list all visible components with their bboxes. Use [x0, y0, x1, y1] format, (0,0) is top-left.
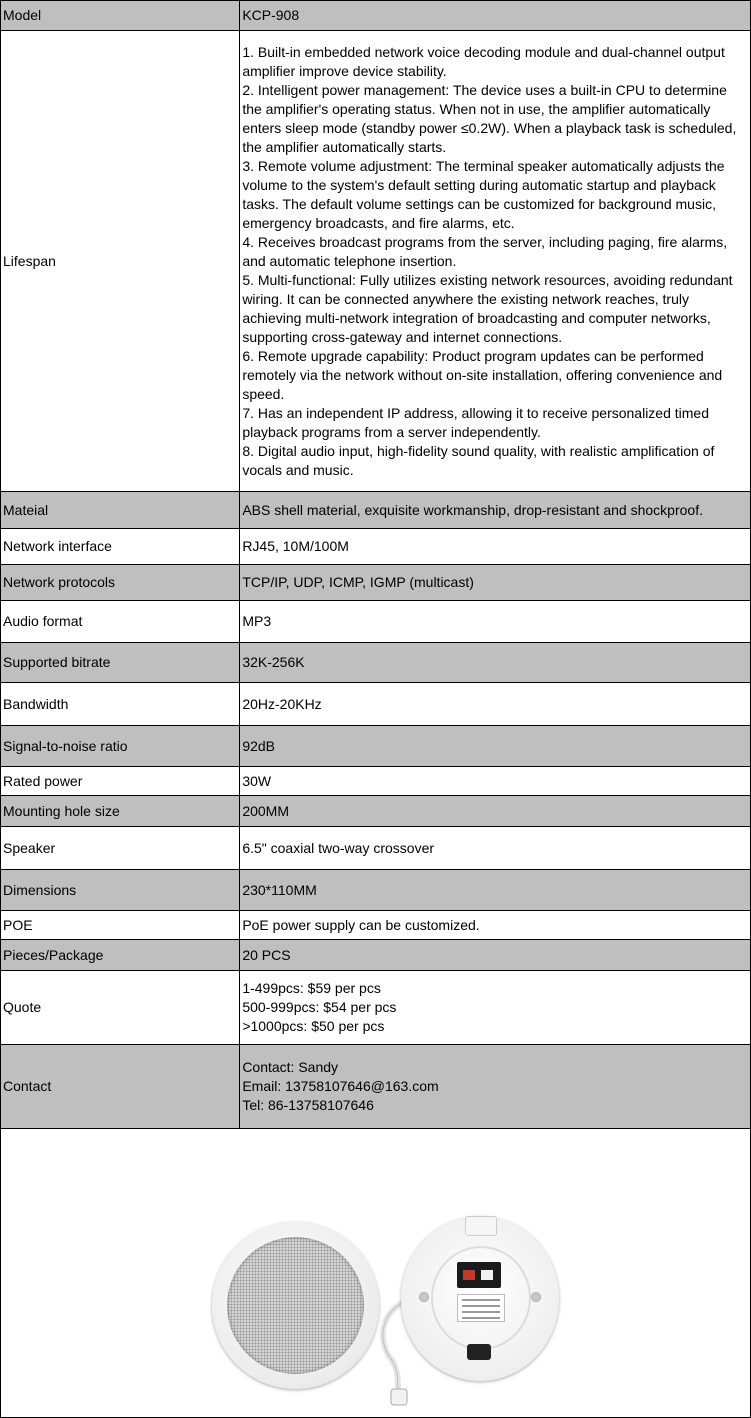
- network-port-icon: [467, 1344, 491, 1360]
- value-dimensions: 230*110MM: [240, 870, 751, 911]
- value-network-interface: RJ45, 10M/100M: [240, 529, 751, 565]
- value-package: 20 PCS: [240, 940, 751, 971]
- product-label-icon: [457, 1294, 505, 1322]
- speaker-back-image: [401, 1216, 559, 1381]
- lifespan-line: 6. Remote upgrade capability: Product program updates can be performed remotely via the network without on-site installation, offering convenience and speed.: [242, 347, 723, 402]
- row-audio-format: [1, 601, 751, 643]
- quote-line: 1-499pcs: $59 per pcs: [242, 980, 381, 996]
- row-network-protocols: [1, 565, 751, 601]
- row-bandwidth: [1, 683, 751, 726]
- label-poe: POE: [1, 911, 240, 940]
- label-network-protocols: Network protocols: [1, 565, 240, 601]
- screw-icon: [419, 1292, 429, 1302]
- lifespan-line: 3. Remote volume adjustment: The terminal speaker automatically adjusts the volume to the system's default setting during automatic startup and playback tasks. The default volume settings can be customized for background music, emergency broadcasts, and fire alarms, etc.: [242, 157, 725, 231]
- row-snr: [1, 726, 751, 767]
- mounting-clip-icon: [465, 1216, 497, 1236]
- label-audio-format: Audio format: [1, 601, 240, 643]
- value-audio-format: MP3: [240, 601, 751, 643]
- lifespan-line: 8. Digital audio input, high-fidelity sound quality, with realistic amplification of vocals and music.: [242, 442, 715, 478]
- quote-line: >1000pcs: $50 per pcs: [242, 1018, 385, 1034]
- label-bandwidth: Bandwidth: [1, 683, 240, 726]
- value-model: KCP-908: [240, 1, 751, 31]
- label-snr: Signal-to-noise ratio: [1, 726, 240, 767]
- contact-name: Contact: Sandy: [242, 1059, 339, 1075]
- label-model: Model: [1, 1, 240, 31]
- value-rated-power: 30W: [240, 767, 751, 796]
- row-lifespan: [1, 31, 751, 492]
- label-dimensions: Dimensions: [1, 870, 240, 911]
- speaker-terminal-icon: [457, 1262, 501, 1288]
- row-mounting-hole: [1, 796, 751, 827]
- label-network-interface: Network interface: [1, 529, 240, 565]
- quote-line: 500-999pcs: $54 per pcs: [242, 999, 397, 1015]
- lifespan-line: 1. Built-in embedded network voice decoding module and dual-channel output amplifier improve device stability.: [242, 43, 725, 79]
- value-contact: [240, 1045, 751, 1129]
- lifespan-line: 7. Has an independent IP address, allowing it to receive personalized timed playback programs from a server independently.: [242, 404, 710, 440]
- label-rated-power: Rated power: [1, 767, 240, 796]
- speaker-front-image: [212, 1222, 379, 1389]
- value-poe: PoE power supply can be customized.: [240, 911, 751, 940]
- label-package: Pieces/Package: [1, 940, 240, 971]
- row-contact: [1, 1045, 751, 1129]
- label-bitrate: Supported bitrate: [1, 643, 240, 683]
- contact-email: Email: 13758107646@163.com: [242, 1078, 439, 1094]
- row-quote: [1, 971, 751, 1045]
- value-bandwidth: 20Hz-20KHz: [240, 683, 751, 726]
- lifespan-line: 5. Multi-functional: Fully utilizes existing network resources, avoiding redundant wiring. It can be connected anywhere the existing network reaches, truly achieving multi-network integration of broadcasting and computer networks, supporting cross-gateway and internet connections.: [242, 271, 733, 345]
- value-lifespan: [240, 31, 751, 492]
- screw-icon: [531, 1292, 541, 1302]
- label-quote: Quote: [1, 971, 240, 1045]
- value-quote: [240, 971, 751, 1045]
- label-speaker: Speaker: [1, 827, 240, 870]
- value-network-protocols: TCP/IP, UDP, ICMP, IGMP (multicast): [240, 565, 751, 601]
- lifespan-line: 4. Receives broadcast programs from the server, including paging, fire alarms, and automatic telephone insertion.: [242, 233, 728, 269]
- contact-phone: Tel: 86-13758107646: [242, 1097, 374, 1113]
- row-speaker: [1, 827, 751, 870]
- row-material: [1, 492, 751, 529]
- row-network-interface: [1, 529, 751, 565]
- row-rated-power: [1, 767, 751, 796]
- label-contact: Contact: [1, 1045, 240, 1129]
- value-mounting-hole: 200MM: [240, 796, 751, 827]
- value-speaker: 6.5" coaxial two-way crossover: [240, 827, 751, 870]
- row-model: [1, 1, 751, 31]
- label-material: Mateial: [1, 492, 240, 529]
- value-snr: 92dB: [240, 726, 751, 767]
- row-dimensions: [1, 870, 751, 911]
- row-package: [1, 940, 751, 971]
- value-material: ABS shell material, exquisite workmanship, drop-resistant and shockproof.: [240, 492, 751, 529]
- label-lifespan: Lifespan: [1, 31, 240, 492]
- label-mounting-hole: Mounting hole size: [1, 796, 240, 827]
- lifespan-line: 2. Intelligent power management: The device uses a built-in CPU to determine the amplifier's operating status. When not in use, the amplifier automatically enters sleep mode (standby power ≤0.2W). When a playback task is scheduled, the amplifier automatically starts.: [242, 81, 737, 155]
- speaker-grille: [227, 1237, 364, 1374]
- product-photo: [0, 1129, 751, 1418]
- row-bitrate: [1, 643, 751, 683]
- row-poe: [1, 911, 751, 940]
- value-bitrate: 32K-256K: [240, 643, 751, 683]
